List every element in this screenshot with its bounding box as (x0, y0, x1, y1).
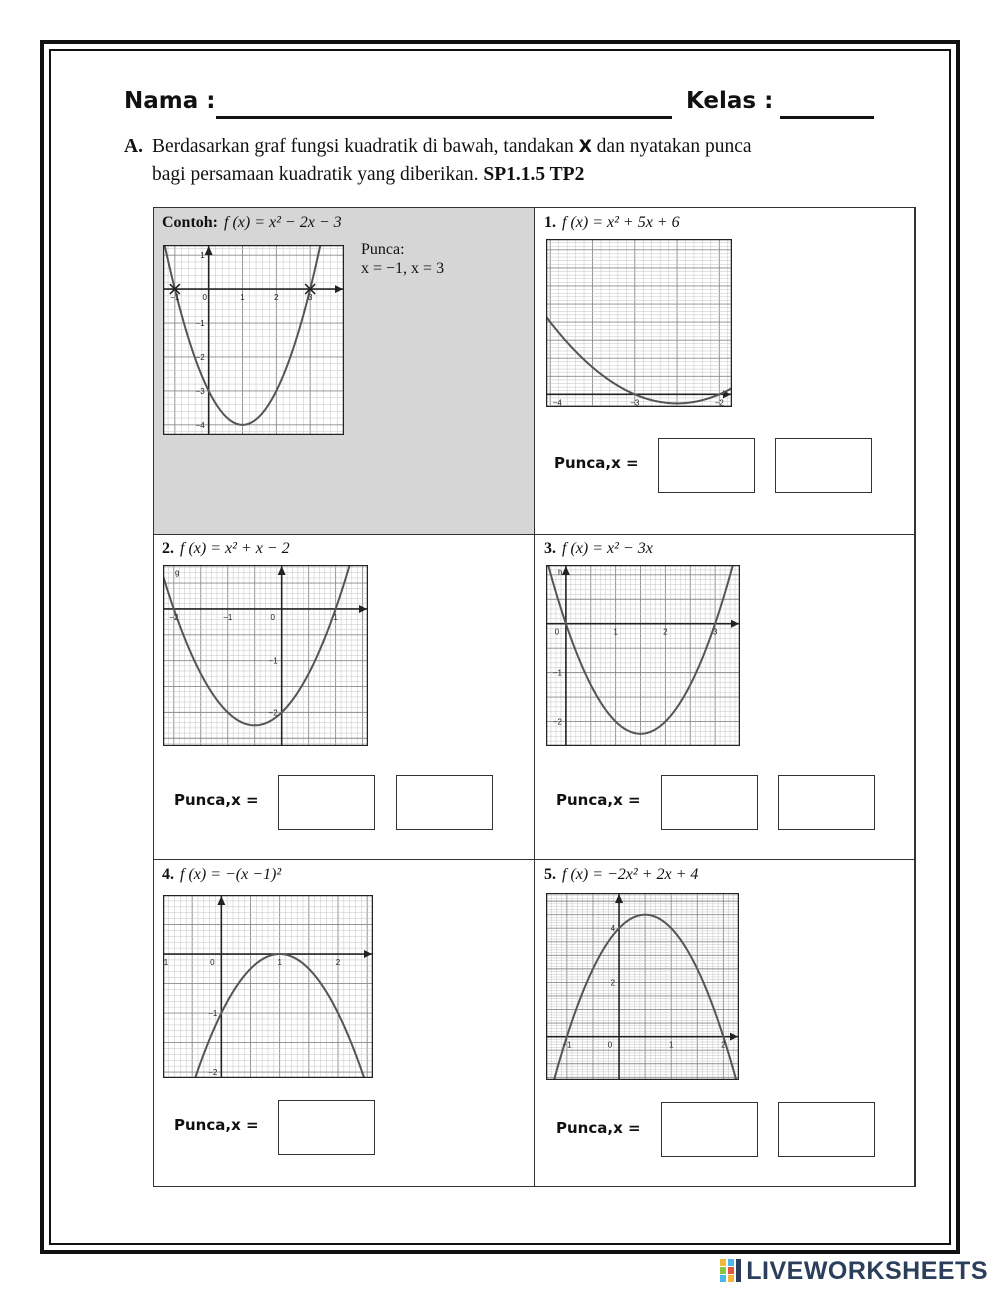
q2-number: 2. (162, 540, 174, 557)
y-tick-label: −3 (195, 386, 205, 396)
example-note-title: Punca: (361, 241, 405, 258)
example-note (361, 240, 444, 278)
question-2-cell (154, 535, 535, 860)
q3-punca-label: Punca,x = (556, 791, 641, 809)
x-mark-symbol: X (578, 137, 592, 157)
instruction-text-3: bagi persamaan kuadratik yang diberikan. (152, 164, 479, 185)
example-function: f (x) = x² − 2x − 3 (224, 214, 342, 231)
question-5-cell (535, 860, 915, 1186)
x-tick-label: 1 (668, 1040, 674, 1050)
question-3-cell (535, 535, 915, 860)
q4-punca-label: Punca,x = (174, 1116, 259, 1134)
q1-graph (546, 239, 732, 407)
instruction (124, 133, 884, 188)
x-tick-label: 2 (721, 1040, 726, 1050)
q3-title (544, 540, 653, 558)
section-letter: A. (124, 136, 143, 157)
y-tick-label: 1 (200, 251, 205, 261)
q1-answer-box-2[interactable] (775, 438, 872, 493)
q1-number: 1. (544, 214, 556, 231)
x-tick-label: 1 (613, 627, 618, 637)
y-tick-label: −4 (195, 420, 205, 430)
example-cell (154, 208, 535, 535)
x-tick-label: −1 (562, 1040, 572, 1050)
q5-graph (546, 893, 739, 1080)
x-tick-label: 1 (163, 958, 169, 968)
name-input-line[interactable] (216, 116, 672, 119)
q4-graph (163, 895, 373, 1078)
q3-number: 3. (544, 540, 556, 557)
liveworksheets-logo-icon (720, 1259, 742, 1283)
student-header (124, 88, 884, 124)
q5-title (544, 866, 698, 884)
question-1-cell (535, 208, 915, 535)
syllabus-code: SP1.1.5 TP2 (483, 164, 585, 185)
q5-answer-box-1[interactable] (661, 1102, 758, 1157)
q4-answer-box-1[interactable] (278, 1100, 375, 1155)
x-tick-label: 1 (240, 293, 245, 303)
y-tick-label: −2 (208, 1068, 218, 1078)
kelas-label: Kelas : (686, 88, 774, 114)
question-4-cell (154, 860, 535, 1186)
name-label: Nama : (124, 88, 216, 114)
x-tick-label: 3 (307, 293, 313, 303)
x-tick-label: 3 (712, 627, 718, 637)
q3-function: f (x) = x² − 3x (562, 540, 653, 557)
q4-function: f (x) = −(x −1)² (180, 866, 282, 883)
x-tick-label: 0 (607, 1040, 613, 1050)
graph-background (546, 893, 739, 1080)
q2-title (162, 540, 290, 558)
graph-background (546, 565, 740, 746)
instruction-text-2: dan nyatakan punca (596, 136, 752, 157)
q2-graph (163, 565, 368, 746)
q1-punca-label: Punca,x = (554, 454, 639, 472)
x-tick-label: −3 (630, 398, 640, 407)
q5-answer-box-2[interactable] (778, 1102, 875, 1157)
x-tick-label: −2 (169, 612, 179, 622)
q5-number: 5. (544, 866, 556, 883)
x-tick-label: −2 (714, 398, 724, 407)
x-tick-label: −1 (223, 612, 233, 622)
x-tick-label: 1 (333, 612, 338, 622)
q4-title (162, 866, 281, 884)
function-name-label: h (558, 568, 563, 577)
y-tick-label: −2 (195, 352, 205, 362)
y-tick-label: −1 (208, 1009, 218, 1019)
x-tick-label: 1 (277, 958, 282, 968)
q5-function: f (x) = −2x² + 2x + 4 (562, 866, 699, 883)
x-tick-label: 0 (270, 612, 275, 622)
example-title (162, 214, 342, 232)
y-tick-label: −2 (268, 708, 278, 718)
x-tick-label: −4 (552, 398, 562, 407)
y-tick-label: 2 (610, 978, 616, 988)
function-name-label: g (175, 568, 180, 577)
q5-punca-label: Punca,x = (556, 1119, 641, 1137)
q3-graph (546, 565, 740, 746)
instruction-text-1: Berdasarkan graf fungsi kuadratik di bawah, tandakan (152, 136, 574, 157)
example-label: Contoh: (162, 214, 219, 231)
x-tick-label: 0 (210, 958, 215, 968)
q2-function: f (x) = x² + x − 2 (180, 540, 290, 557)
y-tick-label: 4 (610, 924, 616, 934)
q2-answer-box-1[interactable] (278, 775, 375, 830)
x-tick-label: 2 (663, 627, 668, 637)
q3-answer-box-2[interactable] (778, 775, 875, 830)
y-tick-label: −1 (268, 656, 278, 666)
q1-title (544, 214, 680, 232)
q2-punca-label: Punca,x = (174, 791, 259, 809)
y-tick-label: −2 (552, 717, 562, 727)
brand-text: LIVEWORKSHEETS (746, 1256, 988, 1285)
liveworksheets-brand (720, 1256, 988, 1286)
q2-answer-box-2[interactable] (396, 775, 493, 830)
example-note-roots: x = −1, x = 3 (361, 260, 445, 277)
y-tick-label: −1 (552, 668, 562, 678)
q4-number: 4. (162, 866, 174, 883)
x-tick-label: −1 (170, 293, 180, 303)
x-tick-label: 0 (554, 627, 560, 637)
question-grid (153, 207, 916, 1187)
q1-answer-box-1[interactable] (658, 438, 755, 493)
x-tick-label: 0 (202, 293, 207, 303)
y-tick-label: −1 (195, 319, 205, 329)
x-tick-label: 2 (335, 958, 341, 968)
q1-function: f (x) = x² + 5x + 6 (562, 214, 680, 231)
q3-answer-box-1[interactable] (661, 775, 758, 830)
x-tick-label: 2 (274, 293, 279, 303)
example-graph (163, 245, 344, 435)
kelas-input-line[interactable] (780, 116, 874, 119)
